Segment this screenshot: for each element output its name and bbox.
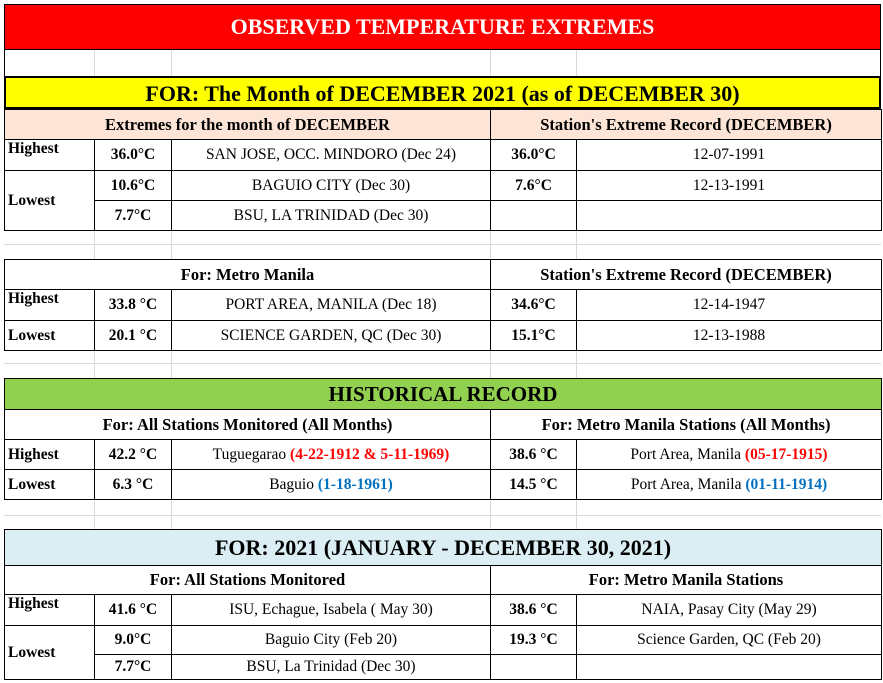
temperature-value: 7.7°C [95, 201, 172, 231]
record-date: 12-13-1991 [577, 171, 882, 201]
gridline [4, 515, 881, 516]
station-name: BAGUIO CITY (Dec 30) [172, 171, 491, 201]
station-name: Science Garden, QC (Feb 20) [577, 626, 882, 655]
temperature-value: 10.6°C [95, 171, 172, 201]
record-date [577, 201, 882, 231]
section-header: Station's Extreme Record (DECEMBER) [491, 260, 882, 290]
gridline [576, 230, 577, 260]
temperature-value: 7.7°C [95, 655, 172, 680]
record-date: 12-07-1991 [577, 140, 882, 171]
record-value: 7.6°C [491, 171, 577, 201]
historical-title: HISTORICAL RECORD [5, 379, 882, 410]
station-name: Tuguegarao [212, 445, 291, 463]
temperature-value: 33.8 °C [95, 290, 172, 321]
station-name: SCIENCE GARDEN, QC (Dec 30) [172, 321, 491, 351]
gridline [171, 230, 172, 260]
station-name: BSU, LA TRINIDAD (Dec 30) [172, 201, 491, 231]
station-cell [577, 440, 882, 470]
record-date: 12-13-1988 [577, 321, 882, 351]
record-date: (4-22-1912 & 5-11-1969) [290, 445, 450, 463]
record-value: 36.0°C [491, 140, 577, 171]
record-value [491, 201, 577, 231]
temperature-value: 6.3 °C [95, 470, 172, 500]
metro-manila-table [4, 259, 882, 351]
gridline [4, 363, 881, 364]
row-label: Highest [5, 595, 95, 626]
record-date: (01-11-1914) [745, 475, 828, 493]
temperature-value: 41.6 °C [95, 595, 172, 626]
station-name [577, 655, 882, 680]
gridline [490, 230, 491, 260]
gridline [171, 50, 172, 76]
historical-record-table [4, 378, 882, 500]
station-name: BSU, La Trinidad (Dec 30) [172, 655, 491, 680]
row-label: Highest [5, 440, 95, 470]
station-cell [172, 440, 491, 470]
row-label: Lowest [5, 171, 95, 231]
page-title: OBSERVED TEMPERATURE EXTREMES [4, 4, 881, 50]
year-title: FOR: 2021 (JANUARY - DECEMBER 30, 2021) [5, 530, 882, 566]
temperature-value: 36.0°C [95, 140, 172, 171]
month-banner: FOR: The Month of DECEMBER 2021 (as of DECEMBER 30) [4, 76, 881, 109]
station-cell [577, 470, 882, 500]
gridline [94, 50, 95, 76]
gridline [94, 349, 95, 379]
temperature-value: 9.0°C [95, 626, 172, 655]
temperature-value: 20.1 °C [95, 321, 172, 351]
gridline [171, 349, 172, 379]
section-header: Station's Extreme Record (DECEMBER) [491, 110, 882, 140]
station-name: Baguio [269, 475, 318, 493]
border-line [880, 50, 881, 76]
row-label: Lowest [5, 470, 95, 500]
record-value: 15.1°C [491, 321, 577, 351]
row-label: Highest [5, 290, 95, 321]
section-header: For: All Stations Monitored [5, 566, 491, 595]
year-2021-table [4, 529, 882, 680]
section-header: For: Metro Manila Stations (All Months) [491, 410, 882, 440]
record-date: 12-14-1947 [577, 290, 882, 321]
station-name: ISU, Echague, Isabela ( May 30) [172, 595, 491, 626]
station-name: SAN JOSE, OCC. MINDORO (Dec 24) [172, 140, 491, 171]
record-value: 14.5 °C [491, 470, 577, 500]
station-name: NAIA, Pasay City (May 29) [577, 595, 882, 626]
station-name: PORT AREA, MANILA (Dec 18) [172, 290, 491, 321]
gridline [490, 349, 491, 379]
gridline [490, 50, 491, 76]
section-header: For: Metro Manila [5, 260, 491, 290]
temperature-value: 42.2 °C [95, 440, 172, 470]
gridline [4, 244, 881, 245]
section-header: Extremes for the month of DECEMBER [5, 110, 491, 140]
gridline [576, 349, 577, 379]
record-value: 19.3 °C [491, 626, 577, 655]
gridline [94, 230, 95, 260]
station-name: Port Area, Manila [630, 475, 746, 493]
section-header: For: Metro Manila Stations [491, 566, 882, 595]
record-value [491, 655, 577, 680]
station-name: Baguio City (Feb 20) [172, 626, 491, 655]
record-value: 38.6 °C [491, 595, 577, 626]
record-value: 38.6 °C [491, 440, 577, 470]
december-extremes-table [4, 109, 882, 231]
station-cell [172, 470, 491, 500]
border-line [4, 50, 5, 76]
record-date: (1-18-1961) [317, 475, 393, 493]
record-date: (05-17-1915) [744, 445, 828, 463]
record-value: 34.6°C [491, 290, 577, 321]
station-name: Port Area, Manila [630, 445, 745, 463]
section-header: For: All Stations Monitored (All Months) [5, 410, 491, 440]
row-label: Lowest [5, 626, 95, 680]
row-label: Lowest [5, 321, 95, 351]
gridline [576, 50, 577, 76]
row-label: Highest [5, 140, 95, 171]
